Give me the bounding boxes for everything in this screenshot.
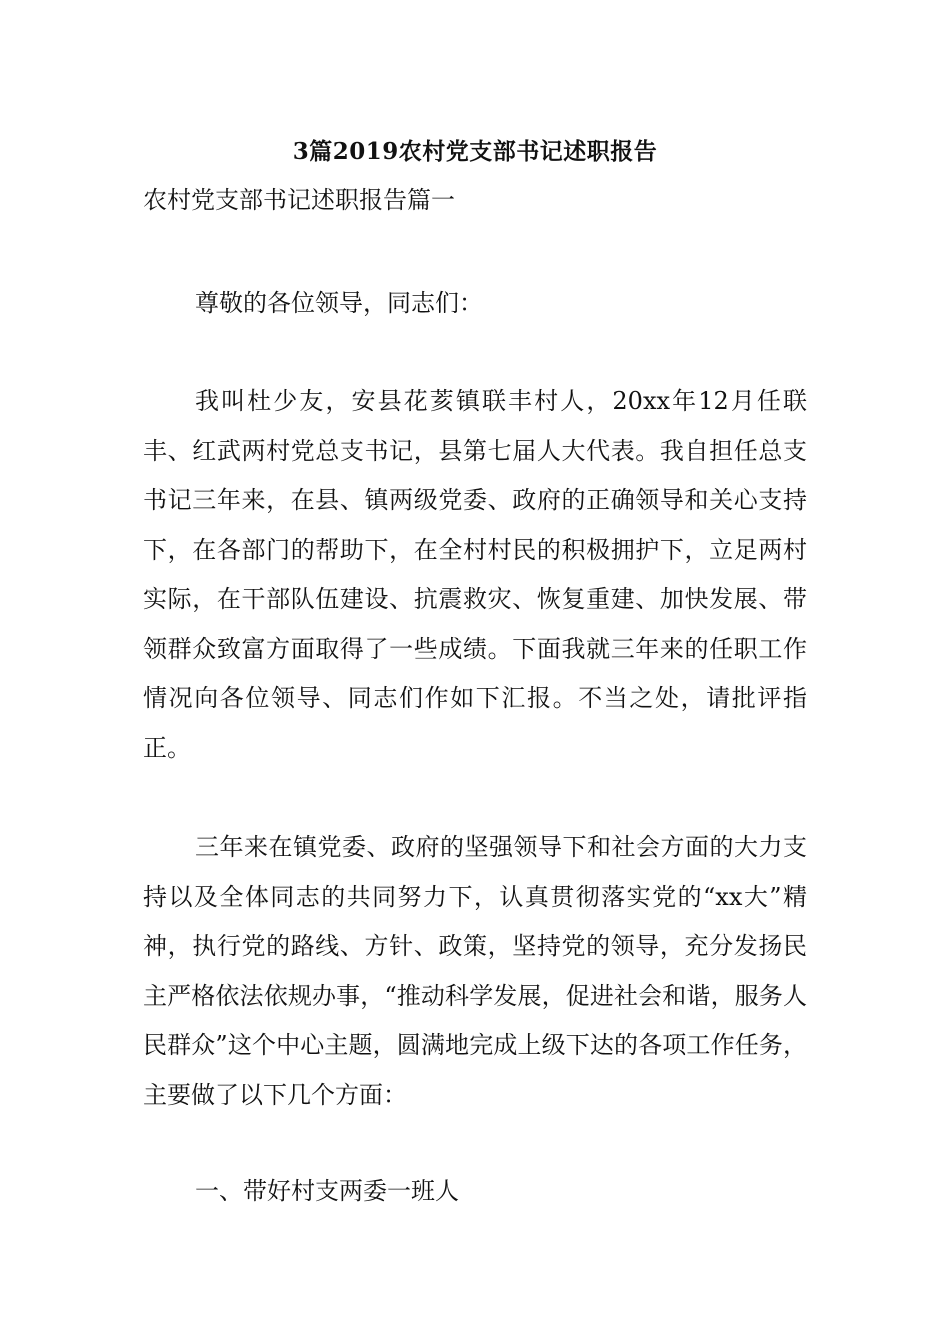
document-title: 3篇2019农村党支部书记述职报告 [292, 138, 658, 165]
section-heading-1: 一、带好村支两委一班人 [195, 1177, 459, 1205]
summary-paragraph: 三年来在镇党委、政府的坚强领导下和社会方面的大力支持以及全体同志的共同努力下，认真贯彻落实党的“xx大”精神，执行党的路线、方针、政策，坚持党的领导，充分发扬民主严格依法依规办事，“推动科学发展，促进社会和谐，服务人民群众”这个中心主题，圆满地完成上级下达的各项工作任务，主要做了以下几个方面： [143, 833, 807, 1109]
document-subtitle: 农村党支部书记述职报告篇一 [143, 186, 455, 214]
intro-paragraph: 我叫杜少友，安县花荄镇联丰村人，20xx年12月任联丰、红武两村党总支书记，县第七届人大代表。我自担任总支书记三年来，在县、镇两级党委、政府的正确领导和关心支持下，在各部门的帮助下，在全村村民的积极拥护下，立足两村实际，在干部队伍建设、抗震救灾、恢复重建、加快发展、带领群众致富方面取得了一些成绩。下面我就三年来的任职工作情况向各位领导、同志们作如下汇报。不当之处，请批评指正。 [143, 387, 807, 762]
salutation-paragraph: 尊敬的各位领导，同志们： [195, 289, 483, 317]
